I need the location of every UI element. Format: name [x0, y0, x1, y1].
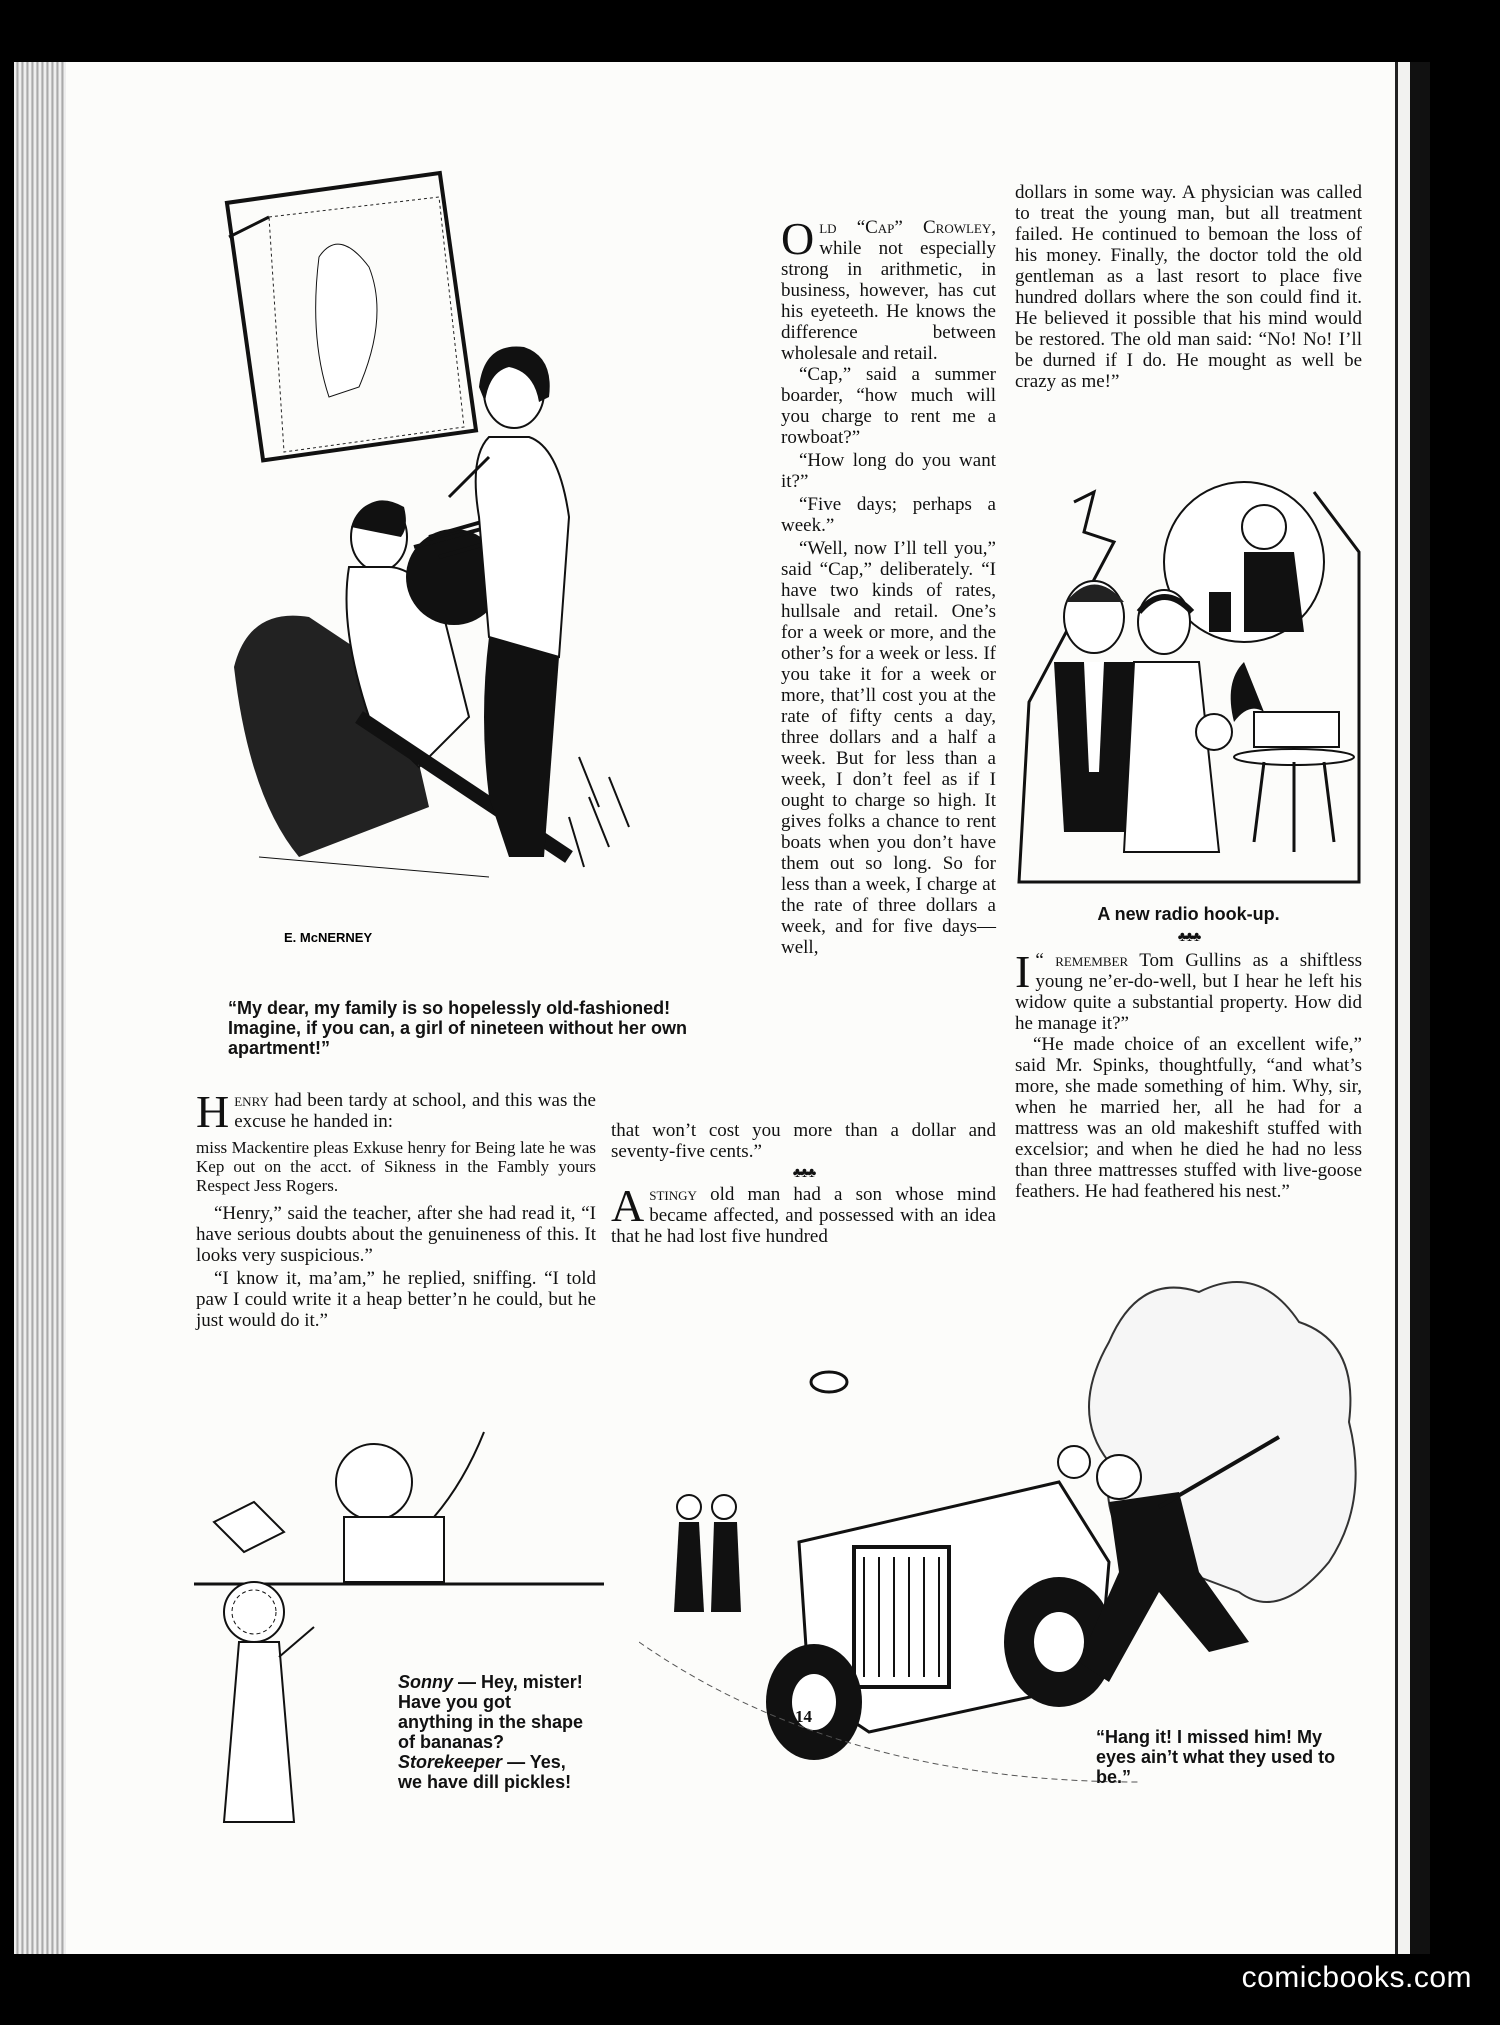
lead-in: enry [234, 1090, 269, 1111]
joke-stingy-old-man [611, 1180, 997, 1247]
magazine-page [14, 62, 1430, 1954]
dialog-line: — Yes, we have dill pickles! [398, 1752, 572, 1792]
ornament: ♣♣♣ [1177, 930, 1200, 945]
flapper-illustration [189, 157, 719, 987]
paragraph: “I know it, ma’am,” he replied, sniffing. “I told paw I could write it a heap better’n he could, but he just would do it.” [196, 1268, 596, 1331]
paragraph: old man had a son whose mind became affected, and possessed with an idea that he had lost five hundred [611, 1184, 997, 1247]
dropcap: H [196, 1086, 230, 1137]
paragraph: Tom Gullins as a shiftless young ne’er-do-well, but I hear he left his widow quite a substantial property. How did he manage it?” [1015, 950, 1362, 1034]
facing-page-strip [1395, 62, 1410, 1954]
book-binding [14, 62, 66, 1954]
joke-cap-crowley-end: that won’t cost you more than a dollar and seventy-five cents.” [611, 1120, 996, 1162]
open-quote: “ [1035, 950, 1044, 971]
lead-in: ld “Cap” Crowley, [819, 217, 996, 238]
joke-stingy-continued: dollars in some way. A physician was called to treat the young man, but all treatment failed. He continued to bemoan the loss of his money. Finally, the doctor told the old gentleman as a last resort to place five hundred dollars where the son could find it. He believed it possible that his mind would be restored. The old man said: “No! No! I’ll be durned if I do. He mought as well be crazy as me!” [1015, 182, 1362, 392]
dropcap: I [1015, 946, 1031, 997]
paragraph: “How long do you want it?” [781, 450, 996, 492]
page-number: 14 [795, 1707, 812, 1726]
paragraph: “Cap,” said a summer boarder, “how much will you charge to rent me a rowboat?” [781, 364, 996, 448]
paragraph: “Five days; perhaps a week.” [781, 494, 996, 536]
speaker: Storekeeper [398, 1752, 503, 1772]
paragraph: “Henry,” said the teacher, after she had read it, “I have serious doubts about the genuineness of this. It looks very suspicious.” [196, 1203, 596, 1266]
paragraph: “Well, now I’ll tell you,” said “Cap,” deliberately. “I have two kinds of rates, hullsale and retail. One’s for a week or more, and the other’s for a week or less. If you take it for a week or more, that’ll cost you at the rate of fifty cents a day, three dollars and a half a week. But for less than a week, I don’t feel as if I ought to charge so high. It gives folks a chance to rent boats when you don’t have them out so long. So for less than a week, I charge at the rate of three dollars a week, and for five days—well, [781, 538, 996, 958]
joke-tom-gullins [1015, 946, 1362, 1204]
flapper-caption: “My dear, my family is so hopelessly old-fashioned! Imagine, if you can, a girl of nineteen without her own apartment!” [228, 998, 688, 1058]
dropcap: A [611, 1180, 645, 1231]
ornament: ♣♣♣ [792, 1166, 815, 1181]
lead-in: remember [1055, 950, 1129, 971]
joke-henry [196, 1086, 596, 1333]
paragraph: had been tardy at school, and this was the excuse he handed in: [234, 1090, 596, 1132]
dialog-line: — Hey, mister! Have you got anything in the shape of bananas? [398, 1672, 584, 1752]
speaker: Sonny [398, 1672, 454, 1692]
watermark: comicbooks.com [1241, 1961, 1472, 1994]
excuse-note: miss Mackentire pleas Exkuse henry for Being late he was Kep out on the acct. of Sikness in the Fambly yours Respect Jess Rogers. [196, 1138, 596, 1195]
car-caption: “Hang it! I missed him! My eyes ain’t what they used to be.” [1096, 1727, 1336, 1787]
radio-hookup-illustration [1014, 472, 1362, 892]
bananas-dialog [398, 1672, 588, 1792]
paragraph: “He made choice of an excellent wife,” said Mr. Spinks, thoughtfully, “and what’s more, she made something of him. Why, sir, when he married her, all he had for a mattress was an old makeshift stuffed with excelsior; and when he died he had no less than three mattresses stuffed with live-goose feathers. He had feathered his nest.” [1015, 1034, 1362, 1202]
joke-cap-crowley [781, 213, 996, 960]
paragraph: while not especially strong in arithmetic, in business, however, has cut his eyeteeth. He knows the difference between wholesale and retail. [781, 238, 996, 364]
bananas-illustration [194, 1422, 614, 1862]
artist-signature: E. McNERNEY [284, 930, 373, 945]
page-edge [1410, 62, 1430, 1954]
lead-in: stingy [649, 1184, 697, 1205]
dropcap: O [781, 213, 815, 264]
radio-caption: A new radio hook-up. [1097, 904, 1280, 924]
